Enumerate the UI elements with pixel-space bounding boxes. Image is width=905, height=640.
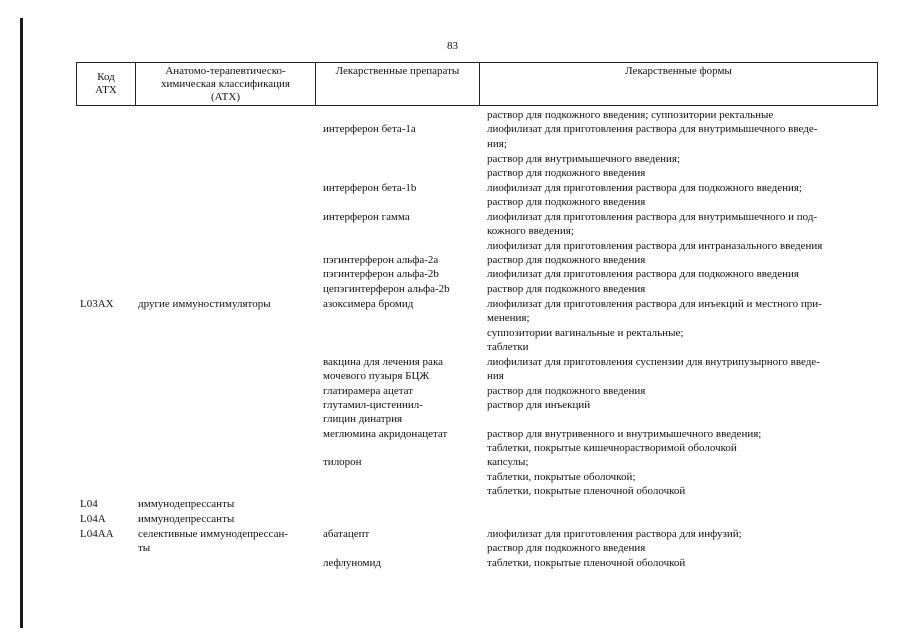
drug-name: вакцина для лечения рака	[323, 356, 444, 368]
column-header-forms-text: Лекарственные формы	[625, 65, 732, 77]
drug-name: лефлуномид	[323, 557, 381, 569]
dosage-form: таблетки, покрытые пленочной оболочкой	[487, 485, 686, 497]
column-header-atc	[136, 63, 316, 106]
atc-code: L04AA	[80, 528, 114, 540]
atc-classification: другие иммуностимуляторы	[138, 298, 271, 310]
binding-edge	[20, 18, 23, 628]
dosage-form: лиофилизат для приготовления раствора для подкожного введения;	[487, 182, 802, 194]
drug-name: глатирамера ацетат	[323, 385, 414, 397]
dosage-form: таблетки	[487, 341, 529, 353]
atc-classification: селективные иммунодепрессан-	[138, 528, 288, 540]
dosage-form: таблетки, покрытые оболочкой;	[487, 471, 636, 483]
dosage-form: раствор для подкожного введения	[487, 385, 646, 397]
drug-name: пэгинтерферон альфа-2b	[323, 268, 439, 280]
atc-code: L04A	[80, 513, 106, 525]
page-number: 83	[447, 40, 458, 52]
dosage-form: ния;	[487, 138, 507, 150]
atc-classification: иммунодепрессанты	[138, 513, 235, 525]
dosage-form: капсулы;	[487, 456, 529, 468]
drug-name: интерферон гамма	[323, 211, 410, 223]
drug-name: глицин динатрия	[323, 413, 403, 425]
dosage-form: раствор для подкожного введения	[487, 283, 646, 295]
atc-code: L03AX	[80, 298, 114, 310]
dosage-form: лиофилизат для приготовления суспензии для внутрипузырного введе-	[487, 356, 820, 368]
dosage-form: лиофилизат для приготовления раствора для инъекций и местного при-	[487, 298, 822, 310]
atc-classification: иммунодепрессанты	[138, 498, 235, 510]
dosage-form: раствор для подкожного введения; суппозитории ректальные	[487, 109, 774, 121]
table-header	[76, 62, 878, 106]
drug-name: интерферон бета-1b	[323, 182, 417, 194]
dosage-form: лиофилизат для приготовления раствора для инфузий;	[487, 528, 742, 540]
dosage-form: лиофилизат для приготовления раствора для интраназального введения	[487, 240, 823, 252]
atc-classification: ты	[138, 542, 151, 554]
dosage-form: раствор для подкожного введения	[487, 167, 646, 179]
drug-name: пэгинтерферон альфа-2a	[323, 254, 439, 266]
dosage-form: менения;	[487, 312, 530, 324]
drug-name: цепэгинтерферон альфа-2b	[323, 283, 450, 295]
drug-name: абатацепт	[323, 528, 370, 540]
dosage-form: раствор для инъекций	[487, 399, 591, 411]
dosage-form: лиофилизат для приготовления раствора для подкожного введения	[487, 268, 799, 280]
column-header-forms	[480, 63, 878, 106]
dosage-form: ния	[487, 370, 504, 382]
dosage-form: раствор для внутримышечного введения;	[487, 153, 681, 165]
dosage-form: лиофилизат для приготовления раствора для внутримышечного и под-	[487, 211, 818, 223]
drug-name: глутамил-цистеинил-	[323, 399, 423, 411]
dosage-form: раствор для подкожного введения	[487, 196, 646, 208]
column-header-code	[77, 63, 136, 106]
dosage-form: кожного введения;	[487, 225, 574, 237]
drug-name: тилорон	[323, 456, 362, 468]
dosage-form: таблетки, покрытые пленочной оболочкой	[487, 557, 686, 569]
drug-name: меглюмина акридонацетат	[323, 428, 448, 440]
drug-name: интерферон бета-1a	[323, 123, 416, 135]
column-header-drugs-text: Лекарственные препараты	[335, 65, 460, 77]
dosage-form: суппозитории вагинальные и ректальные;	[487, 327, 684, 339]
dosage-form: раствор для подкожного введения	[487, 542, 646, 554]
atc-code: L04	[80, 498, 98, 510]
dosage-form: раствор для подкожного введения	[487, 254, 646, 266]
column-header-atc-text: Анатомо-терапевтическо- химическая классификация (АТХ)	[161, 65, 290, 103]
drug-name: мочевого пузыря БЦЖ	[323, 370, 430, 382]
dosage-form: таблетки, покрытые кишечнорастворимой оболочкой	[487, 442, 737, 454]
drug-name: азоксимера бромид	[323, 298, 414, 310]
dosage-form: лиофилизат для приготовления раствора для внутримышечного введе-	[487, 123, 818, 135]
column-header-code-text: Код АТХ	[95, 71, 117, 96]
dosage-form: раствор для внутривенного и внутримышечного введения;	[487, 428, 762, 440]
column-header-drugs	[316, 63, 480, 106]
